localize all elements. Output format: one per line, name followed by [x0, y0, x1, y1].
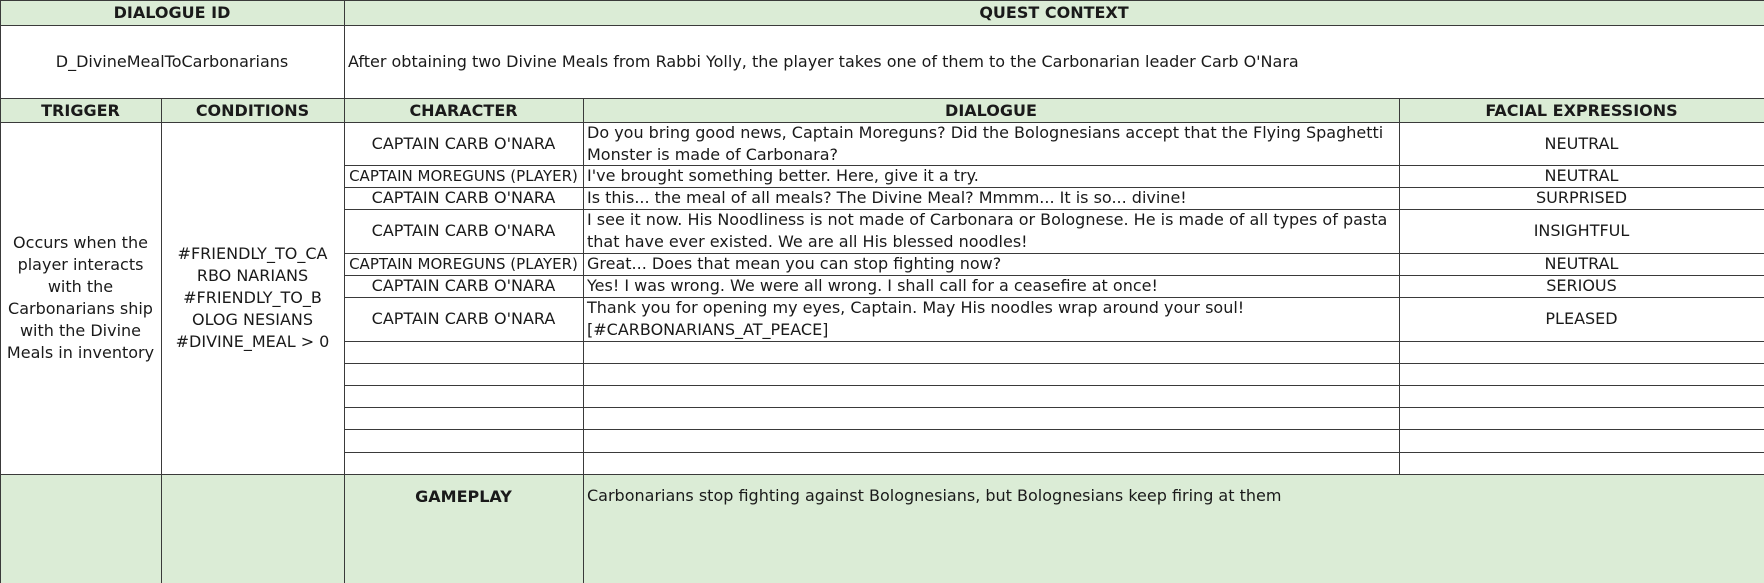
grid-line — [344, 341, 1764, 342]
header-quest-context[interactable]: QUEST CONTEXT — [344, 0, 1764, 25]
gameplay-label[interactable]: GAMEPLAY — [415, 486, 512, 506]
expression-cell[interactable]: SERIOUS — [1546, 276, 1617, 295]
grid-line — [583, 98, 584, 583]
expression-cell[interactable]: INSIGHTFUL — [1533, 221, 1630, 240]
grid-line — [344, 165, 1764, 166]
dialogue-cell[interactable]: Great... Does that mean you can stop fighting now? — [587, 254, 1002, 273]
grid-line — [0, 98, 1764, 99]
grid-line — [344, 407, 1764, 408]
condition-item: #FRIENDLY_TO_BOLOG NESIANS — [183, 288, 322, 329]
grid-line — [0, 474, 1764, 475]
expression-cell[interactable]: NEUTRAL — [1544, 166, 1619, 185]
expression-cell[interactable]: PLEASED — [1545, 309, 1618, 328]
grid-line — [344, 253, 1764, 254]
grid-line — [0, 0, 1764, 1]
quest-context-value[interactable]: After obtaining two Divine Meals from Rabbi Yolly, the player takes one of them to the Carbonarian leader Carb O'Nara — [348, 51, 1299, 71]
grid-line — [344, 187, 1764, 188]
grid-line — [0, 0, 1, 583]
dialogue-cell[interactable]: Is this... the meal of all meals? The Divine Meal? Mmmm... It is so... divine! — [587, 188, 1187, 207]
grid-line — [161, 98, 162, 583]
character-cell[interactable]: CAPTAIN CARB O'NARA — [371, 133, 556, 153]
grid-line — [344, 429, 1764, 430]
character-cell[interactable]: CAPTAIN CARB O'NARA — [371, 309, 556, 328]
header-facial-expressions[interactable]: FACIAL EXPRESSIONS — [1399, 98, 1764, 122]
character-cell[interactable]: CAPTAIN CARB O'NARA — [371, 221, 556, 240]
gameplay-conditions-cell[interactable] — [161, 474, 344, 583]
character-cell[interactable]: CAPTAIN CARB O'NARA — [371, 188, 556, 207]
condition-item: #DIVINE_MEAL > 0 — [175, 332, 330, 351]
grid-line — [344, 297, 1764, 298]
expression-cell[interactable]: NEUTRAL — [1544, 133, 1619, 153]
empty-row[interactable] — [344, 385, 1764, 407]
header-dialogue[interactable]: DIALOGUE — [583, 98, 1399, 122]
expression-cell[interactable]: NEUTRAL — [1544, 254, 1619, 273]
dialogue-cell[interactable]: Thank you for opening my eyes, Captain. May His noodles wrap around your soul! [#CARBONARIANS_AT_PEACE] — [587, 298, 1245, 339]
dialogue-cell[interactable]: Yes! I was wrong. We were all wrong. I shall call for a ceasefire at once! — [587, 276, 1158, 295]
grid-line — [344, 275, 1764, 276]
empty-row[interactable] — [344, 429, 1764, 452]
empty-row[interactable] — [344, 363, 1764, 385]
trigger-value[interactable] — [0, 122, 161, 474]
grid-line — [344, 209, 1764, 210]
empty-row[interactable] — [344, 452, 1764, 474]
conditions-value[interactable] — [161, 122, 344, 474]
character-cell[interactable]: CAPTAIN MOREGUNS (PLAYER) — [349, 255, 578, 273]
trigger-text: Occurs when the player interacts with the Carbonarians ship with the Divine Meals in inventory — [6, 233, 155, 362]
dialogue-cell[interactable]: I see it now. His Noodliness is not made of Carbonara or Bolognese. He is made of all types of pasta that have ever existed. We are all His blessed noodles! — [587, 210, 1388, 251]
dialogue-cell[interactable]: Do you bring good news, Captain Moreguns? Did the Bolognesians accept that the Flying Spaghetti Monster is made of Carbonara? — [587, 122, 1384, 164]
grid-line — [344, 0, 345, 583]
gameplay-text[interactable]: Carbonarians stop fighting against Bolognesians, but Bolognesians keep firing at them — [587, 486, 1282, 505]
grid-line — [0, 122, 1764, 123]
grid-line — [344, 363, 1764, 364]
grid-line — [1399, 98, 1400, 474]
empty-row[interactable] — [344, 407, 1764, 429]
grid-line — [0, 25, 1764, 26]
character-cell[interactable]: CAPTAIN MOREGUNS (PLAYER) — [349, 167, 578, 185]
condition-item: #FRIENDLY_TO_CARBO NARIANS — [177, 244, 328, 285]
grid-line — [344, 452, 1764, 453]
expression-cell[interactable]: SURPRISED — [1535, 188, 1628, 207]
header-character[interactable]: CHARACTER — [344, 98, 583, 122]
gameplay-trigger-cell[interactable] — [0, 474, 161, 583]
character-cell[interactable]: CAPTAIN CARB O'NARA — [371, 276, 556, 295]
grid-line — [344, 385, 1764, 386]
dialogue-cell[interactable]: I've brought something better. Here, give it a try. — [587, 166, 979, 185]
header-dialogue-id[interactable]: DIALOGUE ID — [0, 0, 344, 25]
header-conditions[interactable]: CONDITIONS — [161, 98, 344, 122]
header-trigger[interactable]: TRIGGER — [0, 98, 161, 122]
empty-row[interactable] — [344, 341, 1764, 363]
dialogue-id-value[interactable]: D_DivineMealToCarbonarians — [55, 51, 289, 71]
